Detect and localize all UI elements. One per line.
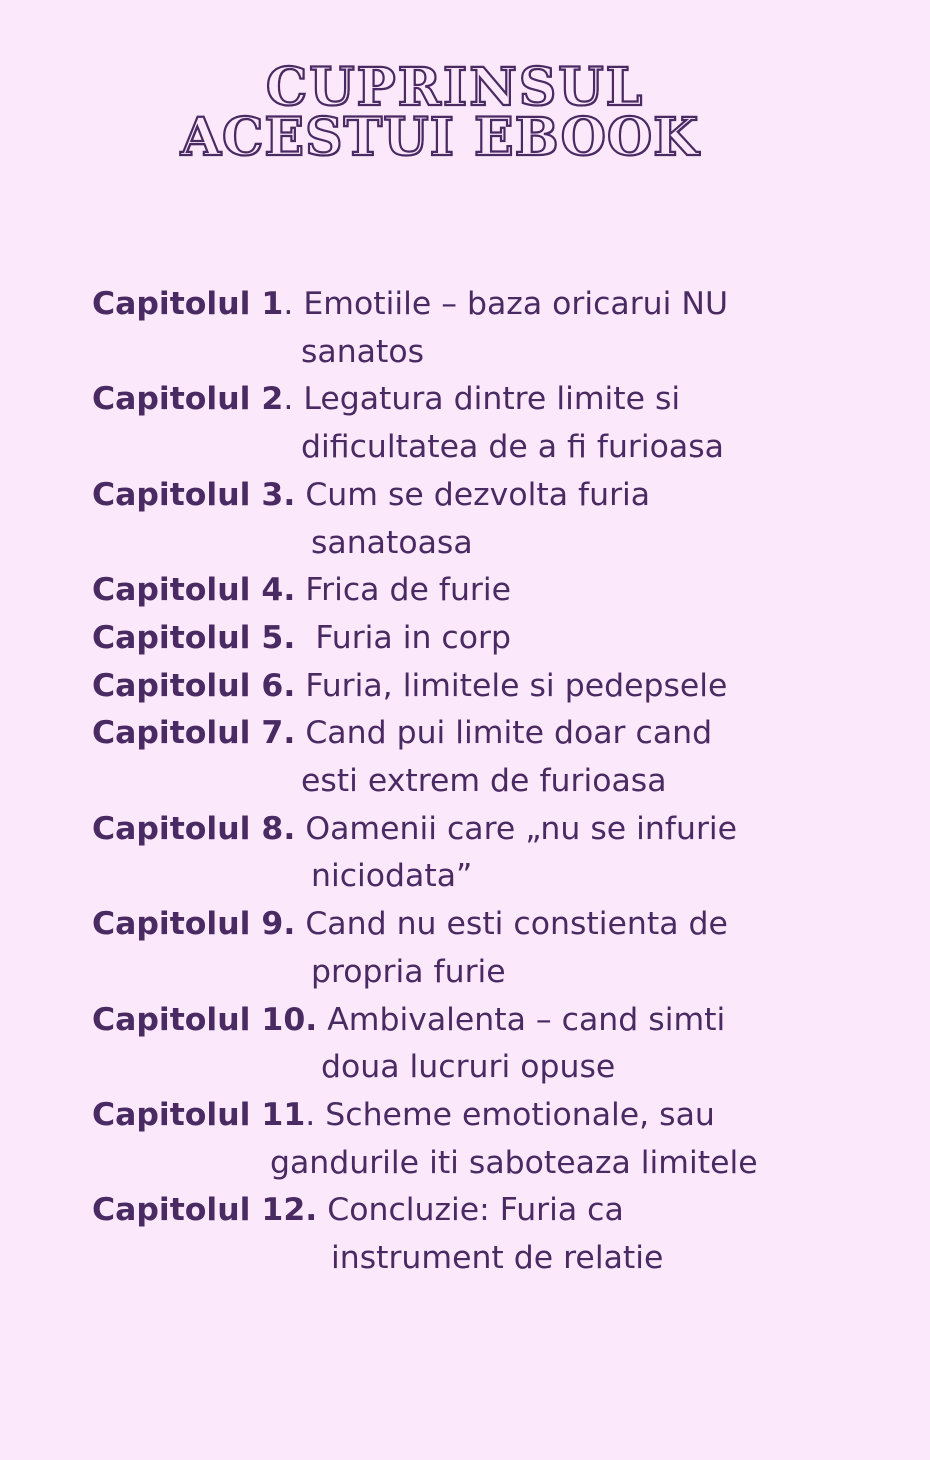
chapter-number: Capitolul 9. (92, 906, 296, 943)
chapter-separator (295, 477, 305, 513)
chapter-title: Emotiile – baza oricarui NU (303, 286, 729, 322)
chapter-title: Oamenii care „nu se infurie (305, 810, 738, 847)
chapter-title: Furia, limitele si pedepsele (305, 667, 728, 704)
chapter-number: Capitolul 8. (92, 810, 296, 847)
chapter-separator (295, 906, 305, 942)
toc-entry-1 (92, 281, 832, 376)
chapter-number: Capitolul 12. (92, 1192, 318, 1229)
toc-entry-8 (92, 806, 832, 901)
chapter-number: Capitolul 1 (92, 286, 284, 322)
chapter-title-continuation: dificultatea de a fi furioasa (301, 429, 724, 466)
chapter-title: Frica de furie (305, 572, 512, 609)
chapter-title: Concluzie: Furia ca (327, 1192, 624, 1229)
toc-entry-2 (92, 376, 832, 471)
chapter-title: Scheme emotionale, sau (325, 1096, 715, 1133)
ebook-title-line-2: ACESTUI EBOOK (180, 107, 700, 168)
toc-entry-5 (92, 615, 832, 663)
chapter-number: Capitolul 7. (92, 715, 296, 752)
chapter-title: Cand pui limite doar cand (305, 715, 713, 752)
toc-entry-10 (92, 997, 832, 1092)
chapter-separator (317, 1002, 327, 1038)
chapter-number: Capitolul 10. (92, 1001, 318, 1038)
chapter-title-continuation: instrument de relatie (331, 1240, 664, 1277)
chapter-number: Capitolul 3. (92, 476, 296, 513)
chapter-separator: . (283, 381, 304, 418)
chapter-separator (295, 715, 305, 751)
ebook-title-line-1: CUPRINSUL (265, 57, 645, 118)
chapter-separator (295, 620, 315, 656)
chapter-separator (317, 1192, 327, 1228)
toc-entry-11 (92, 1092, 832, 1187)
toc-entry-7 (92, 710, 832, 805)
chapter-number: Capitolul 11 (92, 1096, 306, 1133)
chapter-separator (295, 668, 305, 704)
toc-entry-12 (92, 1187, 832, 1282)
chapter-number: Capitolul 4. (92, 572, 296, 609)
chapter-title: Legatura dintre limite si (303, 381, 681, 418)
chapter-separator (295, 811, 305, 847)
chapter-title-continuation: sanatos (301, 333, 425, 370)
table-of-contents (92, 281, 832, 1283)
chapter-title: Cum se dezvolta furia (305, 476, 651, 513)
chapter-title-continuation: propria furie (311, 953, 506, 990)
toc-entry-4 (92, 567, 832, 615)
chapter-title: Cand nu esti constienta de (305, 906, 728, 943)
chapter-title: Ambivalenta – cand simti (327, 1001, 726, 1038)
chapter-separator (295, 572, 305, 608)
chapter-title-continuation: sanatoasa (311, 524, 473, 561)
toc-entry-9 (92, 901, 832, 996)
toc-entry-6 (92, 663, 832, 711)
chapter-title-continuation: doua lucruri opuse (321, 1049, 616, 1086)
chapter-title: Furia in corp (315, 619, 511, 656)
chapter-number: Capitolul 5. (92, 619, 296, 656)
toc-entry-3 (92, 472, 832, 567)
chapter-separator: . (283, 286, 304, 322)
chapter-number: Capitolul 2 (92, 381, 284, 418)
chapter-title-continuation: niciodata” (311, 858, 473, 895)
chapter-separator: . (305, 1096, 326, 1133)
chapter-title-continuation: gandurile iti saboteaza limitele (270, 1144, 758, 1181)
chapter-number: Capitolul 6. (92, 667, 296, 704)
chapter-title-continuation: esti extrem de furioasa (301, 763, 667, 800)
